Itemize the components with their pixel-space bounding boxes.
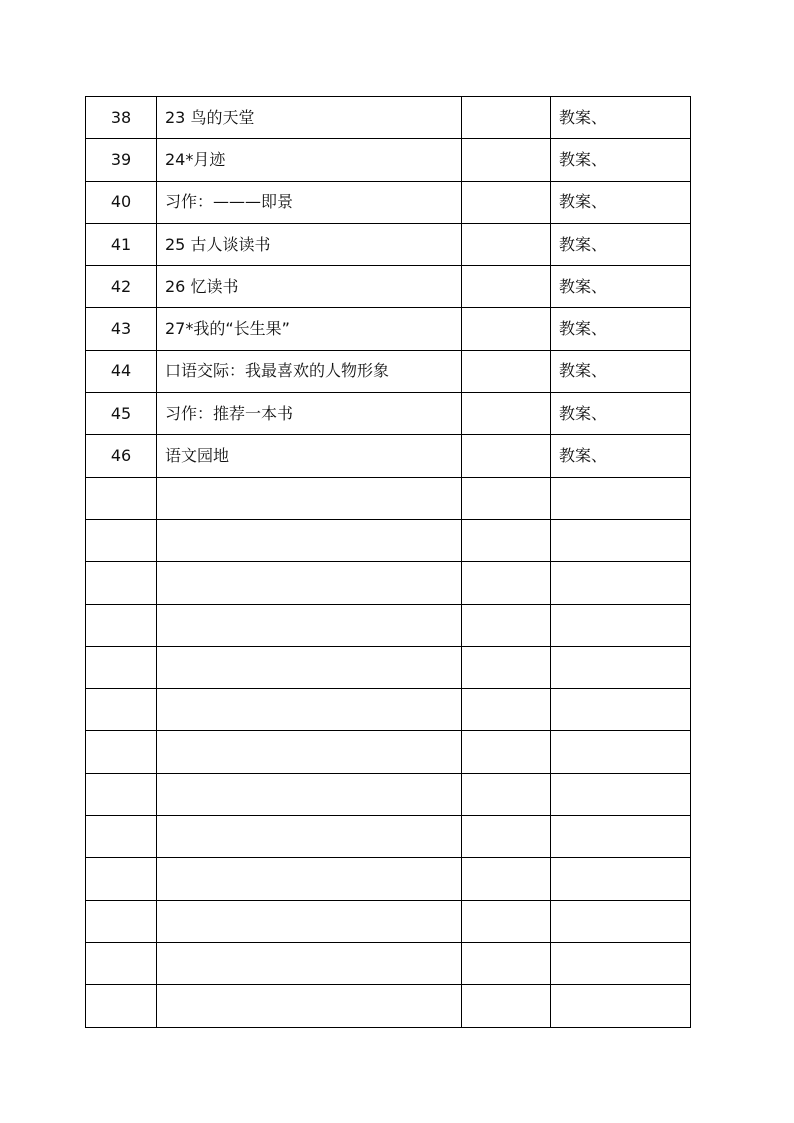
lesson-table-body [86, 97, 691, 1028]
material-cell: 教案、 [551, 139, 691, 181]
material-cell: 教案、 [551, 308, 691, 350]
table-row [86, 393, 691, 435]
material-cell [551, 900, 691, 942]
blank-cell [462, 97, 551, 139]
lesson-number-cell: 40 [86, 181, 157, 223]
blank-cell [462, 731, 551, 773]
table-row [86, 181, 691, 223]
blank-cell [462, 223, 551, 265]
lesson-number-cell [86, 816, 157, 858]
table-row [86, 519, 691, 561]
lesson-title-cell: 习作：推荐一本书 [157, 393, 462, 435]
table-row [86, 266, 691, 308]
lesson-number-cell [86, 731, 157, 773]
lesson-number-cell [86, 900, 157, 942]
lesson-number-cell [86, 985, 157, 1027]
lesson-title-cell [157, 773, 462, 815]
lesson-title-cell [157, 900, 462, 942]
material-cell: 教案、 [551, 350, 691, 392]
lesson-number-cell: 46 [86, 435, 157, 477]
blank-cell [462, 181, 551, 223]
lesson-title-cell: 习作：———即景 [157, 181, 462, 223]
lesson-title-cell [157, 942, 462, 984]
lesson-title-cell [157, 985, 462, 1027]
lesson-title-cell: 口语交际：我最喜欢的人物形象 [157, 350, 462, 392]
blank-cell [462, 646, 551, 688]
blank-cell [462, 562, 551, 604]
material-cell [551, 773, 691, 815]
material-cell [551, 562, 691, 604]
blank-cell [462, 477, 551, 519]
lesson-number-cell: 42 [86, 266, 157, 308]
material-cell: 教案、 [551, 97, 691, 139]
blank-cell [462, 900, 551, 942]
material-cell [551, 477, 691, 519]
lesson-plan-table [85, 96, 691, 1028]
table-row [86, 308, 691, 350]
material-cell: 教案、 [551, 393, 691, 435]
blank-cell [462, 350, 551, 392]
table-row [86, 858, 691, 900]
blank-cell [462, 985, 551, 1027]
material-cell [551, 985, 691, 1027]
lesson-number-cell: 41 [86, 223, 157, 265]
lesson-title-cell [157, 562, 462, 604]
blank-cell [462, 266, 551, 308]
lesson-number-cell [86, 689, 157, 731]
lesson-title-cell: 25 古人谈读书 [157, 223, 462, 265]
material-cell [551, 689, 691, 731]
lesson-number-cell [86, 477, 157, 519]
lesson-title-cell [157, 646, 462, 688]
table-row [86, 435, 691, 477]
lesson-number-cell: 43 [86, 308, 157, 350]
blank-cell [462, 858, 551, 900]
material-cell [551, 858, 691, 900]
material-cell [551, 942, 691, 984]
table-row [86, 97, 691, 139]
lesson-title-cell: 24*月迹 [157, 139, 462, 181]
lesson-title-cell [157, 604, 462, 646]
blank-cell [462, 942, 551, 984]
table-row [86, 223, 691, 265]
material-cell [551, 519, 691, 561]
lesson-title-cell [157, 731, 462, 773]
lesson-number-cell [86, 942, 157, 984]
material-cell [551, 646, 691, 688]
blank-cell [462, 435, 551, 477]
lesson-number-cell [86, 562, 157, 604]
lesson-title-cell [157, 689, 462, 731]
blank-cell [462, 816, 551, 858]
blank-cell [462, 604, 551, 646]
table-row [86, 604, 691, 646]
material-cell: 教案、 [551, 223, 691, 265]
table-row [86, 646, 691, 688]
lesson-title-cell: 23 鸟的天堂 [157, 97, 462, 139]
table-row [86, 350, 691, 392]
table-row [86, 985, 691, 1027]
material-cell: 教案、 [551, 435, 691, 477]
table-row [86, 942, 691, 984]
lesson-number-cell [86, 773, 157, 815]
lesson-title-cell: 26 忆读书 [157, 266, 462, 308]
lesson-number-cell [86, 858, 157, 900]
lesson-title-cell: 语文园地 [157, 435, 462, 477]
lesson-number-cell [86, 519, 157, 561]
blank-cell [462, 139, 551, 181]
lesson-title-cell [157, 519, 462, 561]
table-row [86, 773, 691, 815]
blank-cell [462, 773, 551, 815]
material-cell [551, 731, 691, 773]
table-row [86, 816, 691, 858]
blank-cell [462, 393, 551, 435]
table-row [86, 689, 691, 731]
lesson-title-cell: 27*我的“长生果” [157, 308, 462, 350]
table-row [86, 139, 691, 181]
table-row [86, 477, 691, 519]
lesson-number-cell: 44 [86, 350, 157, 392]
table-row [86, 900, 691, 942]
lesson-number-cell: 38 [86, 97, 157, 139]
blank-cell [462, 689, 551, 731]
material-cell: 教案、 [551, 266, 691, 308]
lesson-number-cell: 39 [86, 139, 157, 181]
blank-cell [462, 519, 551, 561]
lesson-number-cell: 45 [86, 393, 157, 435]
lesson-title-cell [157, 858, 462, 900]
lesson-title-cell [157, 816, 462, 858]
table-row [86, 562, 691, 604]
material-cell: 教案、 [551, 181, 691, 223]
lesson-number-cell [86, 646, 157, 688]
material-cell [551, 816, 691, 858]
blank-cell [462, 308, 551, 350]
material-cell [551, 604, 691, 646]
lesson-title-cell [157, 477, 462, 519]
table-row [86, 731, 691, 773]
lesson-number-cell [86, 604, 157, 646]
